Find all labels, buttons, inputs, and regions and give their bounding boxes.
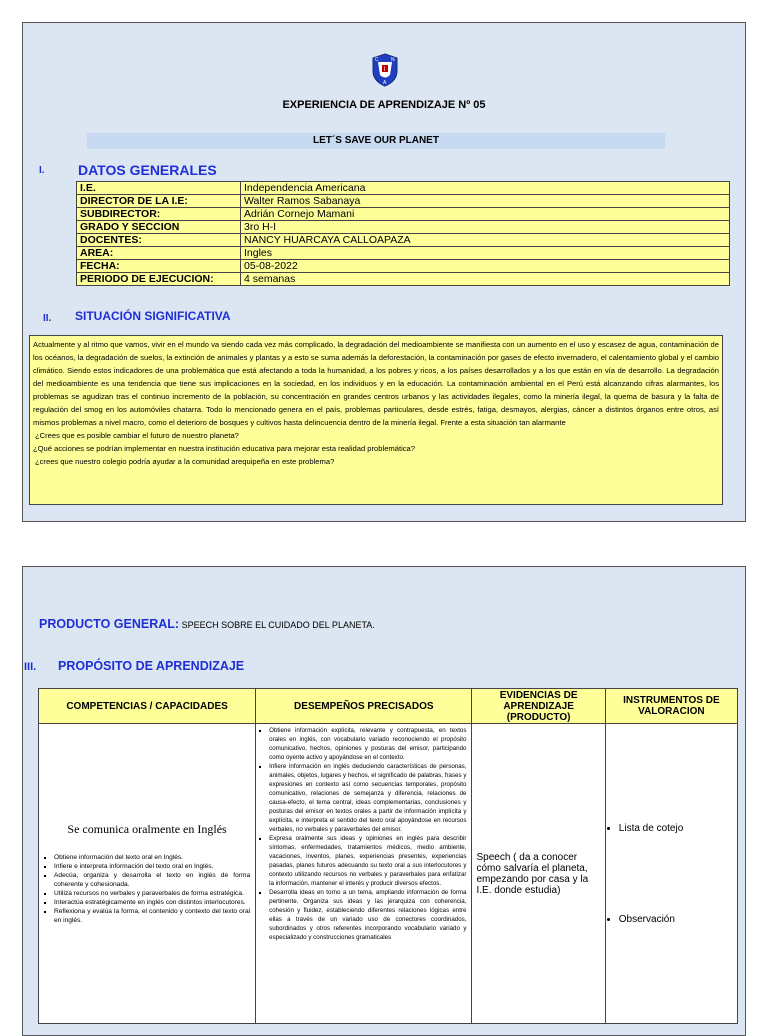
table-row	[77, 273, 730, 286]
row-label: GRADO Y SECCION	[77, 221, 241, 234]
row-label: DOCENTES:	[77, 234, 241, 247]
list-item: ▪ Expresa oralmente sus ideas y opiniones en inglés para describir síntomas, enfermedades, tratamientos médicos, medio ambiente, vacaciones, inventos, planes, experiencias presentes, experiencias pasadas, planes futuros adecuando su texto oral a sus interlocutores y contexto utilizando recursos no verbales y paraverbales para enfatizar la información, mantener el interés y producir diversos efectos.	[269, 834, 466, 888]
producto-label: PRODUCTO GENERAL:	[39, 617, 180, 631]
competencia-cell	[39, 724, 256, 1024]
row-value: Independencia Americana	[241, 182, 730, 195]
list-item: ▪ Infiere e interpreta información del texto oral en Inglés.	[54, 862, 250, 871]
list-item: ▪ Reflexiona y evalúa la forma, el contenido y contexto del texto oral en inglés.	[54, 907, 250, 925]
question-2: ¿Qué acciones se podrían implementar en nuestra institución educativa para mejorar esta realidad problemática?	[33, 444, 416, 453]
section-3-title: PROPÓSITO DE APRENDIZAJE	[58, 659, 245, 673]
header-desempenos: DESEMPEÑOS PRECISADOS	[256, 689, 472, 724]
list-item: ▪ Obtiene información del texto oral en Inglés.	[54, 853, 250, 862]
section-2-number: II.	[43, 313, 52, 324]
row-label: PERIODO DE EJECUCION:	[77, 273, 241, 286]
row-value: Ingles	[241, 247, 730, 260]
experience-title: EXPERIENCIA DE APRENDIZAJE Nº 05	[282, 99, 486, 111]
row-label: AREA:	[77, 247, 241, 260]
section-1-number: I.	[39, 165, 45, 176]
table-row	[77, 260, 730, 273]
table-row	[77, 182, 730, 195]
row-value: Adrián Cornejo Mamani	[241, 208, 730, 221]
logo-letter-i: I	[383, 67, 386, 73]
capacidades-list	[40, 853, 254, 925]
instrumentos-list	[607, 823, 736, 925]
instrumentos-cell	[605, 724, 737, 1024]
question-3: ¿crees que nuestro colegio podría ayudar a la comunidad arequipeña en este problema?	[35, 457, 335, 466]
list-item: ▪ Adecúa, organiza y desarrolla el texto en inglés de forma coherente y cohesionada.	[54, 871, 250, 889]
row-label: DIRECTOR DE LA I.E:	[77, 195, 241, 208]
table-row	[39, 724, 738, 1024]
table-row	[77, 195, 730, 208]
producto-general	[39, 617, 375, 631]
table-row	[77, 247, 730, 260]
list-item: • Observación	[619, 914, 736, 925]
row-value: 05-08-2022	[241, 260, 730, 273]
logo-letter-n: N	[391, 57, 395, 63]
proposito-table	[38, 688, 738, 1024]
header-row	[39, 689, 738, 724]
row-label: I.E.	[77, 182, 241, 195]
school-shield-logo	[372, 53, 398, 87]
logo-letter-c: C	[375, 57, 379, 63]
list-item: ▪ Infiere información en inglés deduciendo características de personas, animales, objetos, lugares y hechos, el significado de palabras, frases y expresiones en contexto así como secuencias temporales, propósito comunicativo, relaciones de semejanza y diferencia, relaciones de causa-efecto, el tema central, ideas complementarias, conclusiones y posturas del emisor en textos orales a partir de información implícita y explícita, e interpreta el sentido del texto oral apoyándose en recursos verbales, no verbales y paraverbales del emisor.	[269, 762, 466, 834]
situacion-box	[29, 335, 723, 505]
section-2-title: SITUACIÓN SIGNIFICATIVA	[75, 309, 231, 323]
header-competencias: COMPETENCIAS / CAPACIDADES	[39, 689, 256, 724]
list-item: • Lista de cotejo	[619, 823, 736, 834]
section-3-number: III.	[24, 661, 37, 673]
title-banner: LET´S SAVE OUR PLANET	[87, 133, 665, 149]
list-item: ▪ Desarrolla ideas en torno a un tema, ampliando información de forma pertinente. Organiza sus ideas y las jerarquiza con coherencia, cohesión y fluidez, estableciendo diferentes relaciones lógicas entre ellas a través de un variado uso de conectores coordinados, subordinados y otros referentes incorporando vocabulario variado y especializado y construcciones gramaticales	[269, 888, 466, 942]
question-1: ¿Crees que es posible cambiar el futuro de nuestro planeta?	[35, 431, 239, 440]
table-row	[77, 208, 730, 221]
header-evidencias: EVIDENCIAS DE APRENDIZAJE (PRODUCTO)	[472, 689, 605, 724]
header-instrumentos: INSTRUMENTOS DE VALORACION	[605, 689, 737, 724]
list-item: ▪ Obtiene información explícita, relevante y contrapuesta, en textos orales en inglés, con vocabulario variado reconociendo el propósito comunicativo, hechos, opiniones y posturas del emisor, participando como oyente activo y apoyándose en el contexto.	[269, 726, 466, 762]
evidencia-cell: Speech ( da a conocer cómo salvaría el planeta, empezando por casa y la I.E. donde estudia)	[472, 724, 605, 1024]
list-item: ▪ Interactúa estratégicamente en inglés con distintos interlocutores.	[54, 898, 250, 907]
row-value: Walter Ramos Sabanaya	[241, 195, 730, 208]
row-label: FECHA:	[77, 260, 241, 273]
situacion-paragraph: Actualmente y al ritmo que vamos, vivir en el mundo va siendo cada vez más complicado, la degradación del medioambiente se manifiesta con un aumento en el uso y escasez de agua, contaminación de los océanos, la degradación de suelos, la extinción de animales y plantas y a esto se suma además la deforestación, la contaminación por gases de efecto invernadero, el calentamiento global y el cambio climático. Siendo estos indicadores de una problemática que está afectando a toda la humanidad, a los pobres y ricos, a los países desarrollados y a los que están en vía de desarrollo. La degradación del medioambiente es una tendencia que tiene sus implicaciones en la sociedad, en los individuos y en la educación. La contaminación ambiental en el Perú está alcanzando cifras alarmantes, los problemas se agudizan tras el continuo incremento de la población, su concentración en grandes centros urbanos y las actividades ilegales, como la minería ilegal, la quema de basura y la falta de regulación del smog en los automóviles chatarra. Todo lo mencionado genera en el país, problemas particulares, desde estrés, fatiga, desmayos, alergias, cáncer a distintos órganos entre otros, así mismos problemas a nivel macro, como el deterioro de bosques y cultivos hasta delincuencia dentro de la minería ilegal. Frente a esta situación tan alarmante	[33, 340, 719, 427]
desempenos-list	[257, 726, 470, 942]
document-page-1	[22, 22, 746, 522]
row-value: 4 semanas	[241, 273, 730, 286]
row-value: NANCY HUARCAYA CALLOAPAZA	[241, 234, 730, 247]
logo-letter-a: A	[383, 80, 387, 86]
section-1-title: DATOS GENERALES	[78, 162, 217, 178]
table-row	[77, 221, 730, 234]
table-row	[77, 234, 730, 247]
producto-value: SPEECH SOBRE EL CUIDADO DEL PLANETA.	[179, 620, 375, 630]
row-value: 3ro H-I	[241, 221, 730, 234]
row-label: SUBDIRECTOR:	[77, 208, 241, 221]
datos-generales-table	[76, 181, 730, 286]
list-item: ▪ Utiliza recursos no verbales y paraverbales de forma estratégica.	[54, 889, 250, 898]
desempenos-cell	[256, 724, 472, 1024]
competencia-title: Se comunica oralmente en Inglés	[67, 822, 227, 836]
